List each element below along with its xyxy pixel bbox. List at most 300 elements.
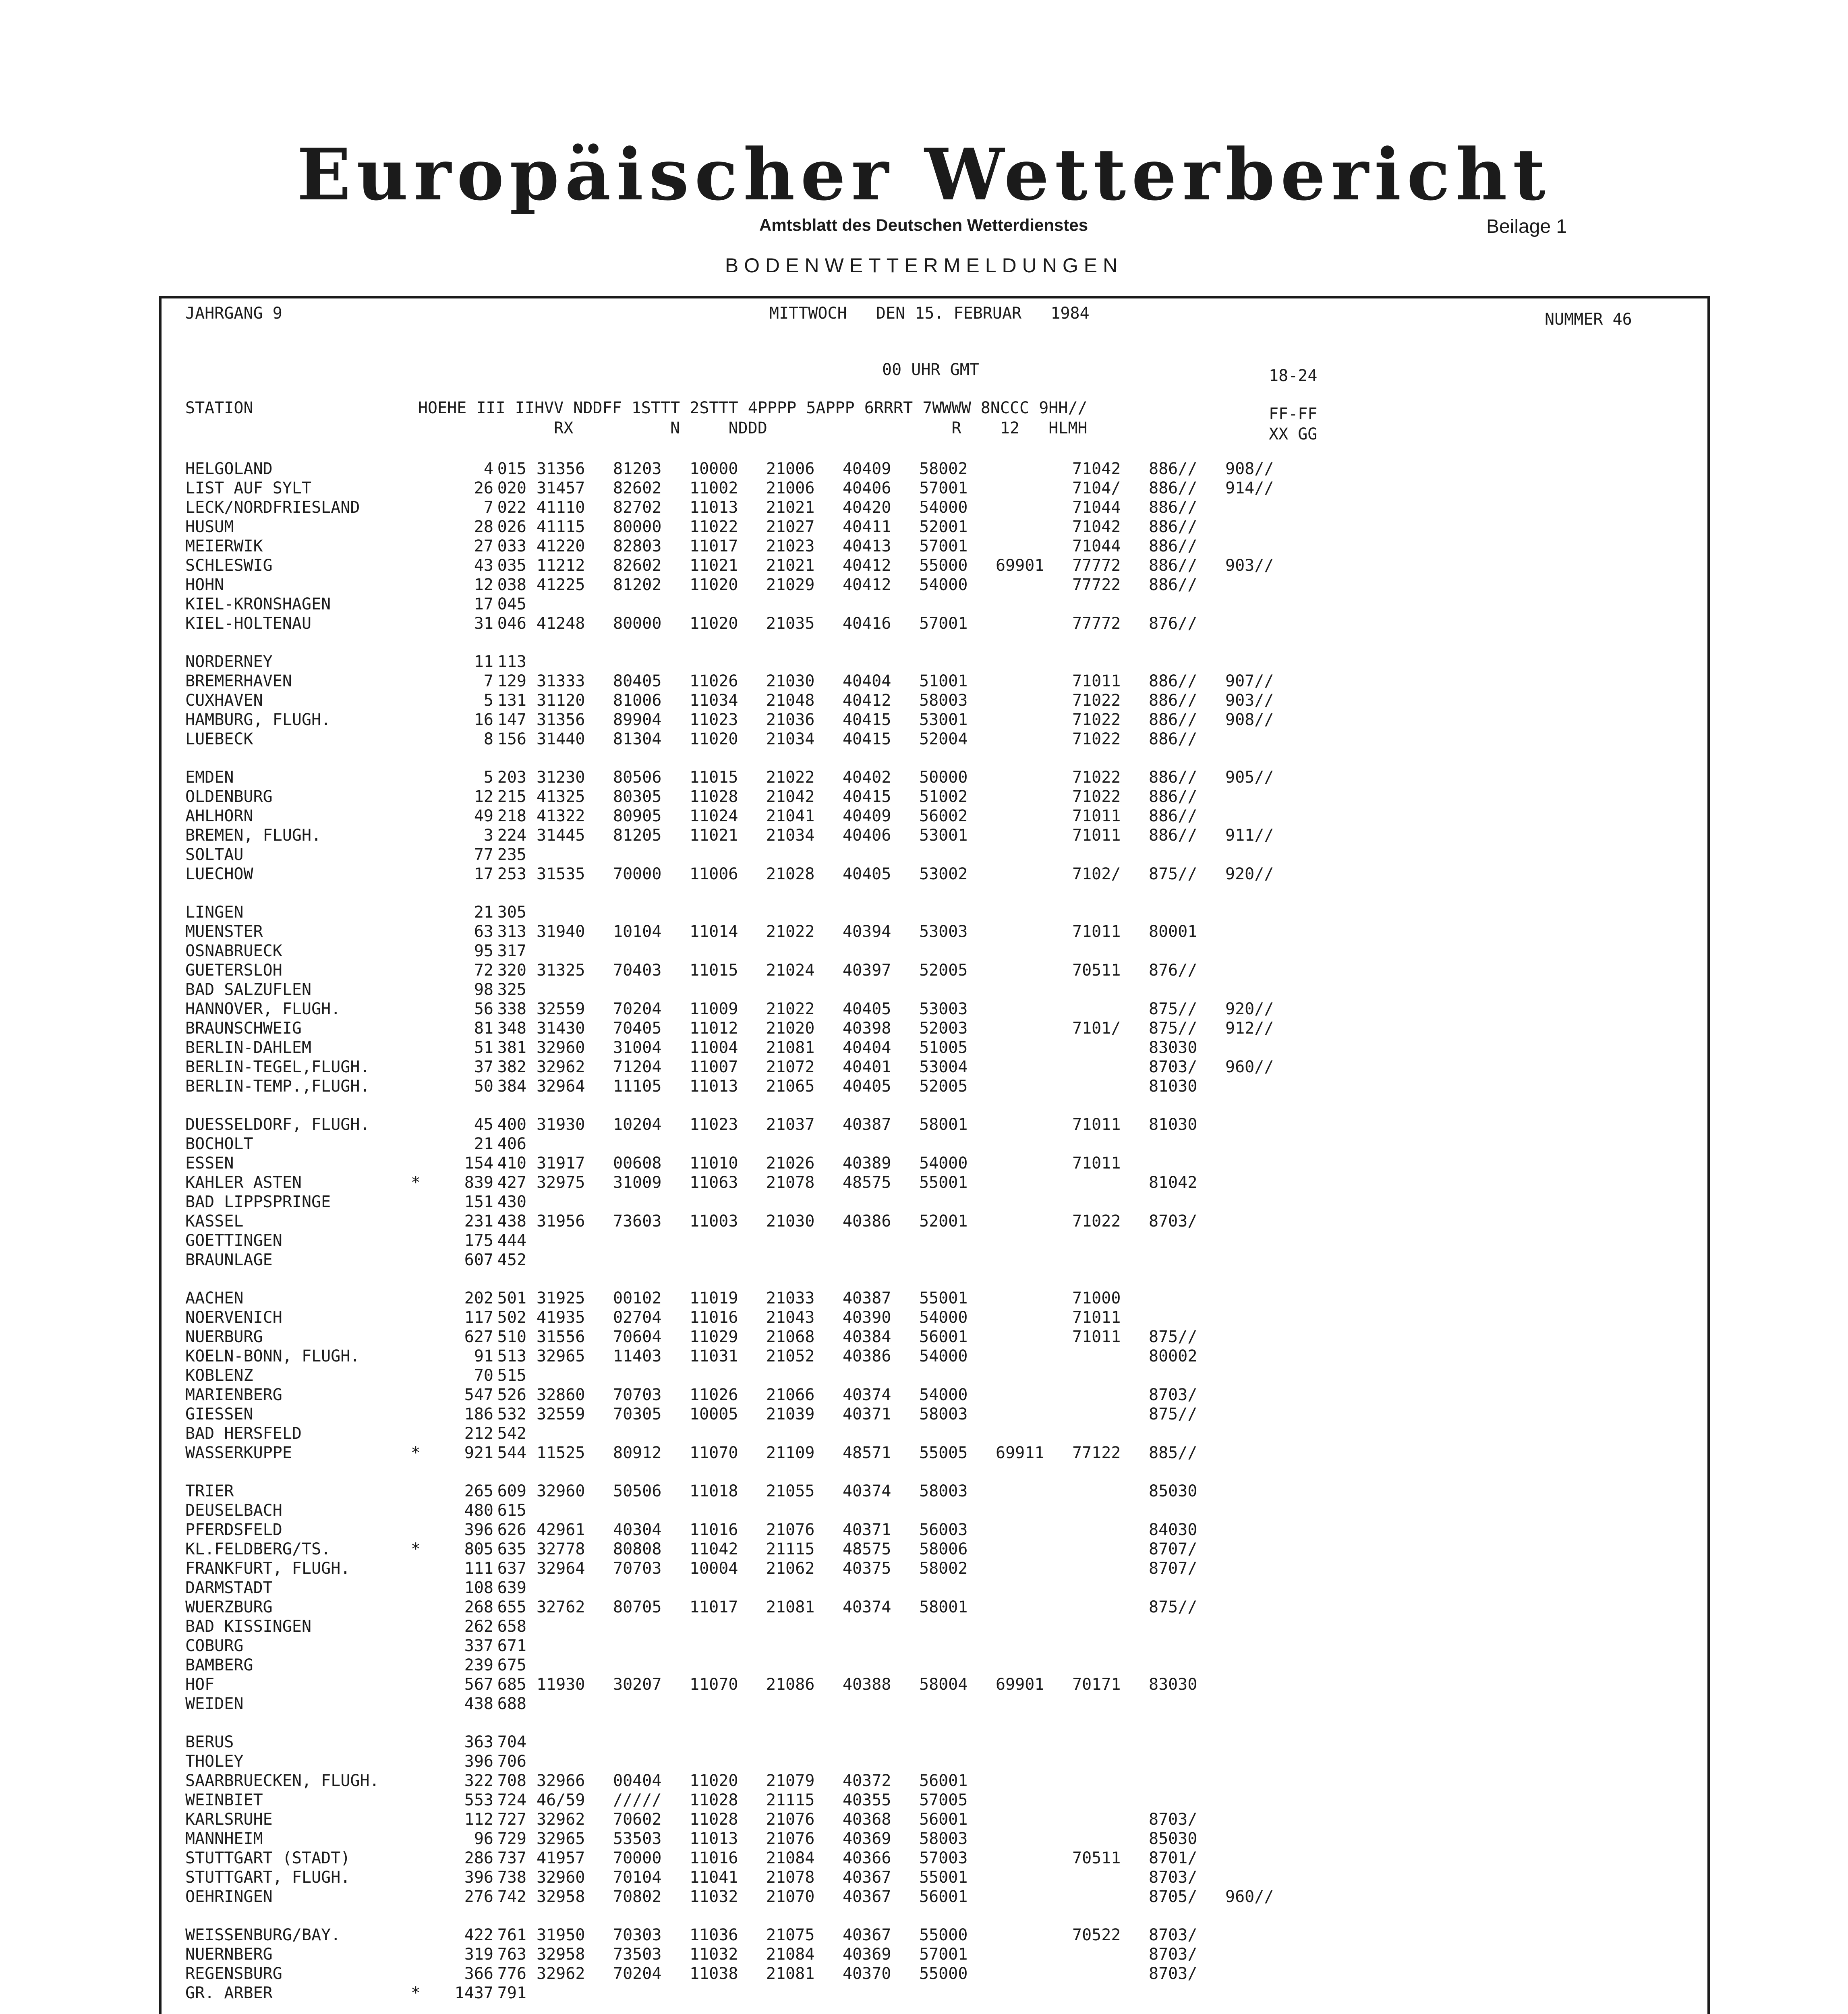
station-height: 567 bbox=[464, 1675, 493, 1694]
mountain-mark bbox=[411, 1598, 443, 1617]
synop-group bbox=[1215, 1289, 1292, 1308]
mountain-mark bbox=[411, 768, 443, 787]
station-index: 639 bbox=[497, 1579, 526, 1597]
synop-group bbox=[909, 1732, 986, 1752]
station-name: KARLSRUHE bbox=[185, 1810, 273, 1829]
station-index: 203 bbox=[497, 768, 526, 787]
group-spacer bbox=[185, 749, 1292, 768]
synop-group: 886// bbox=[1149, 479, 1197, 497]
synop-group: 886// bbox=[1149, 518, 1197, 536]
synop-group: 71011 bbox=[1072, 807, 1121, 825]
mountain-mark bbox=[411, 922, 443, 941]
synop-group: 32962 bbox=[537, 1058, 585, 1076]
station-height: 154 bbox=[464, 1154, 493, 1173]
synop-group bbox=[986, 1752, 1062, 1771]
station-row bbox=[185, 1327, 1292, 1347]
mountain-mark bbox=[411, 1617, 443, 1636]
station-name: AHLHORN bbox=[185, 807, 253, 825]
synop-group bbox=[1215, 1501, 1292, 1520]
synop-group: 32964 bbox=[537, 1559, 585, 1578]
station-height: 422 bbox=[464, 1926, 493, 1944]
synop-group bbox=[1062, 980, 1139, 999]
synop-group: 21076 bbox=[766, 1810, 815, 1829]
station-row bbox=[185, 710, 1292, 729]
synop-group: 52001 bbox=[919, 1212, 968, 1231]
synop-group: 55001 bbox=[919, 1173, 968, 1192]
station-name: CUXHAVEN bbox=[185, 691, 263, 710]
station-name: KASSEL bbox=[185, 1212, 244, 1231]
synop-group: 21041 bbox=[766, 807, 815, 825]
synop-group bbox=[986, 459, 1062, 479]
synop-group bbox=[1215, 1520, 1292, 1540]
synop-group bbox=[756, 1501, 833, 1520]
synop-group: 55001 bbox=[919, 1289, 968, 1307]
synop-group bbox=[526, 1231, 603, 1250]
synop-group bbox=[1139, 1154, 1215, 1173]
station-height: 322 bbox=[464, 1772, 493, 1790]
synop-group: 960// bbox=[1225, 1888, 1274, 1906]
station-name: NOERVENICH bbox=[185, 1308, 282, 1327]
station-row bbox=[185, 806, 1292, 826]
synop-group: 55000 bbox=[919, 1964, 968, 1983]
station-height: 286 bbox=[464, 1849, 493, 1867]
synop-group bbox=[1139, 1134, 1215, 1154]
synop-group bbox=[603, 1752, 680, 1771]
synop-group bbox=[756, 1578, 833, 1598]
synop-group bbox=[986, 1289, 1062, 1308]
synop-group: 11023 bbox=[690, 1115, 738, 1134]
synop-group: 7101/ bbox=[1072, 1019, 1121, 1038]
synop-group: 21062 bbox=[766, 1559, 815, 1578]
synop-group bbox=[986, 1115, 1062, 1134]
mountain-mark bbox=[411, 1192, 443, 1212]
station-height: 49 bbox=[474, 807, 493, 825]
synop-group: 81030 bbox=[1149, 1077, 1197, 1096]
station-row bbox=[185, 1945, 1292, 1964]
station-height: 1437 bbox=[454, 1984, 493, 2002]
station-index: 635 bbox=[497, 1540, 526, 1558]
station-name: OLDENBURG bbox=[185, 787, 273, 806]
synop-group: 11026 bbox=[690, 672, 738, 690]
synop-group bbox=[909, 845, 986, 864]
synop-group: ///// bbox=[613, 1791, 662, 1809]
synop-group bbox=[603, 1134, 680, 1154]
synop-group: 40386 bbox=[843, 1347, 891, 1365]
station-height: 265 bbox=[464, 1482, 493, 1500]
synop-group: 32559 bbox=[537, 1000, 585, 1018]
synop-group: 50000 bbox=[919, 768, 968, 787]
synop-group bbox=[526, 980, 603, 999]
synop-group: 41110 bbox=[537, 498, 585, 517]
station-index: 791 bbox=[497, 1984, 526, 2002]
synop-group bbox=[986, 1925, 1062, 1945]
synop-group bbox=[526, 1732, 603, 1752]
synop-group: 40374 bbox=[843, 1598, 891, 1616]
synop-group bbox=[1215, 1115, 1292, 1134]
synop-group: 82602 bbox=[613, 556, 662, 575]
synop-group: 31457 bbox=[537, 479, 585, 497]
station-name: HELGOLAND bbox=[185, 460, 273, 478]
synop-group bbox=[986, 1887, 1062, 1906]
station-height: 366 bbox=[464, 1964, 493, 1983]
station-index: 313 bbox=[497, 922, 526, 941]
mountain-mark bbox=[411, 614, 443, 633]
synop-group bbox=[909, 1192, 986, 1212]
station-height: 276 bbox=[464, 1888, 493, 1906]
mountain-mark bbox=[411, 787, 443, 806]
mountain-mark bbox=[411, 1520, 443, 1540]
synop-group bbox=[756, 652, 833, 671]
synop-group bbox=[1062, 1250, 1139, 1270]
synop-group: 21115 bbox=[766, 1540, 815, 1558]
synop-group bbox=[1215, 1212, 1292, 1231]
synop-group bbox=[526, 1134, 603, 1154]
synop-group: 876// bbox=[1149, 614, 1197, 633]
synop-group: 11031 bbox=[690, 1347, 738, 1365]
synop-group: 58001 bbox=[919, 1115, 968, 1134]
synop-group bbox=[1215, 1173, 1292, 1192]
synop-group bbox=[833, 941, 909, 961]
synop-group: 31556 bbox=[537, 1328, 585, 1346]
synop-group bbox=[756, 1983, 833, 2003]
synop-group bbox=[680, 845, 756, 864]
synop-group: 21086 bbox=[766, 1675, 815, 1694]
synop-group: 11063 bbox=[690, 1173, 738, 1192]
station-row bbox=[185, 1385, 1292, 1405]
station-index: 742 bbox=[497, 1888, 526, 1906]
synop-group: 70604 bbox=[613, 1328, 662, 1346]
station-index: 147 bbox=[497, 711, 526, 729]
synop-group: 11028 bbox=[690, 1791, 738, 1809]
synop-group bbox=[1139, 1732, 1215, 1752]
mountain-mark bbox=[411, 1829, 443, 1848]
station-height: 31 bbox=[474, 614, 493, 633]
synop-group bbox=[1062, 1559, 1139, 1578]
synop-group: 77772 bbox=[1072, 556, 1121, 575]
synop-group: 21035 bbox=[766, 614, 815, 633]
synop-group: 21022 bbox=[766, 922, 815, 941]
synop-group: 40367 bbox=[843, 1926, 891, 1944]
synop-group: 70303 bbox=[613, 1926, 662, 1944]
station-name: FRANKFURT, FLUGH. bbox=[185, 1559, 350, 1578]
station-height: 921 bbox=[464, 1444, 493, 1462]
station-height: 63 bbox=[474, 922, 493, 941]
synop-group bbox=[1062, 845, 1139, 864]
station-height: 4 bbox=[483, 460, 493, 478]
mountain-mark bbox=[411, 459, 443, 479]
station-index: 688 bbox=[497, 1695, 526, 1713]
synop-group: 21024 bbox=[766, 961, 815, 980]
synop-group: 40386 bbox=[843, 1212, 891, 1231]
synop-group bbox=[986, 1559, 1062, 1578]
synop-group: 21021 bbox=[766, 556, 815, 575]
synop-group: 40405 bbox=[843, 1000, 891, 1018]
station-index: 615 bbox=[497, 1501, 526, 1520]
station-row bbox=[185, 1212, 1292, 1231]
synop-group bbox=[986, 1964, 1062, 1983]
mountain-mark bbox=[411, 1752, 443, 1771]
station-height: 319 bbox=[464, 1945, 493, 1964]
synop-group bbox=[756, 1732, 833, 1752]
station-index: 033 bbox=[497, 537, 526, 555]
synop-group bbox=[986, 787, 1062, 806]
station-name: BRAUNLAGE bbox=[185, 1251, 273, 1269]
synop-group bbox=[526, 1192, 603, 1212]
synop-group: 8703/ bbox=[1149, 1058, 1197, 1076]
synop-group: 11041 bbox=[690, 1868, 738, 1887]
synop-group: 70305 bbox=[613, 1405, 662, 1423]
synop-group bbox=[526, 1501, 603, 1520]
station-row bbox=[185, 1347, 1292, 1366]
mountain-mark bbox=[411, 1771, 443, 1790]
synop-group: 53003 bbox=[919, 922, 968, 941]
station-row bbox=[185, 1790, 1292, 1810]
station-row bbox=[185, 479, 1292, 498]
synop-group bbox=[1139, 980, 1215, 999]
synop-group: 85030 bbox=[1149, 1482, 1197, 1500]
group-spacer bbox=[185, 633, 1292, 652]
synop-group: 11004 bbox=[690, 1038, 738, 1057]
synop-group: 8705/ bbox=[1149, 1888, 1197, 1906]
synop-group bbox=[1062, 1231, 1139, 1250]
station-index: 704 bbox=[497, 1733, 526, 1751]
station-index: 763 bbox=[497, 1945, 526, 1964]
station-index: 671 bbox=[497, 1637, 526, 1655]
synop-group: 11020 bbox=[690, 1772, 738, 1790]
synop-group bbox=[986, 1366, 1062, 1385]
synop-group: 70000 bbox=[613, 1849, 662, 1867]
synop-group: 11015 bbox=[690, 961, 738, 980]
station-height: 27 bbox=[474, 537, 493, 555]
synop-group: 11016 bbox=[690, 1521, 738, 1539]
synop-group bbox=[526, 595, 603, 614]
synop-group: 875// bbox=[1149, 865, 1197, 883]
synop-group: 70602 bbox=[613, 1810, 662, 1829]
synop-group: 11026 bbox=[690, 1386, 738, 1404]
station-height: 186 bbox=[464, 1405, 493, 1423]
synop-group: 21076 bbox=[766, 1521, 815, 1539]
beilage-label: Beilage 1 bbox=[1486, 216, 1567, 237]
synop-group bbox=[833, 1366, 909, 1385]
synop-group bbox=[680, 1366, 756, 1385]
station-name: WEINBIET bbox=[185, 1791, 263, 1809]
synop-group bbox=[526, 845, 603, 864]
synop-group: 885// bbox=[1149, 1444, 1197, 1462]
synop-group bbox=[1062, 1405, 1139, 1424]
synop-group bbox=[1062, 595, 1139, 614]
station-row bbox=[185, 1250, 1292, 1270]
station-row bbox=[185, 1443, 1292, 1463]
synop-group bbox=[526, 1636, 603, 1656]
synop-group bbox=[986, 1481, 1062, 1501]
synop-group bbox=[986, 1790, 1062, 1810]
synop-group bbox=[833, 1617, 909, 1636]
station-name: HAMBURG, FLUGH. bbox=[185, 711, 331, 729]
station-index: 218 bbox=[497, 807, 526, 825]
synop-group bbox=[986, 1636, 1062, 1656]
station-height: 175 bbox=[464, 1231, 493, 1250]
synop-group bbox=[986, 1077, 1062, 1096]
station-index: 406 bbox=[497, 1135, 526, 1153]
station-height: 45 bbox=[474, 1115, 493, 1134]
synop-group: 11014 bbox=[690, 922, 738, 941]
station-row bbox=[185, 1925, 1292, 1945]
synop-group: 41248 bbox=[537, 614, 585, 633]
station-name: GIESSEN bbox=[185, 1405, 253, 1423]
station-index: 235 bbox=[497, 845, 526, 864]
station-row bbox=[185, 787, 1292, 806]
observation-time: 00 UHR GMT bbox=[882, 361, 979, 379]
synop-group bbox=[1215, 1598, 1292, 1617]
synop-group: 50506 bbox=[613, 1482, 662, 1500]
synop-group bbox=[680, 1134, 756, 1154]
synop-group: 52001 bbox=[919, 518, 968, 536]
synop-group bbox=[986, 941, 1062, 961]
synop-group: 11020 bbox=[690, 576, 738, 594]
synop-group: 48575 bbox=[843, 1540, 891, 1558]
synop-group bbox=[1062, 1481, 1139, 1501]
mountain-mark bbox=[411, 1887, 443, 1906]
synop-group: 886// bbox=[1149, 768, 1197, 787]
synop-group bbox=[756, 903, 833, 922]
synop-group bbox=[1215, 1945, 1292, 1964]
station-index: 542 bbox=[497, 1424, 526, 1443]
synop-group bbox=[1215, 1617, 1292, 1636]
synop-group bbox=[756, 1250, 833, 1270]
station-height: 7 bbox=[483, 672, 493, 690]
synop-group: 21036 bbox=[766, 711, 815, 729]
synop-group bbox=[1139, 1771, 1215, 1790]
synop-group: 56001 bbox=[919, 1810, 968, 1829]
synop-group: 32962 bbox=[537, 1964, 585, 1983]
mountain-mark bbox=[411, 1019, 443, 1038]
synop-group: 10204 bbox=[613, 1115, 662, 1134]
synop-group bbox=[1215, 1038, 1292, 1057]
synop-group: 71011 bbox=[1072, 1154, 1121, 1173]
synop-group: 11009 bbox=[690, 1000, 738, 1018]
column-header-line1: STATION HOEHE III IIHVV NDDFF 1STTT 2STTT 4PPPP 5APPP 6RRRT 7WWWW 8NCCC 9HH// bbox=[185, 399, 1088, 417]
synop-group bbox=[603, 1694, 680, 1714]
synop-group: 56002 bbox=[919, 807, 968, 825]
station-index: 381 bbox=[497, 1038, 526, 1057]
synop-group: 21030 bbox=[766, 672, 815, 690]
synop-group: 40390 bbox=[843, 1308, 891, 1327]
synop-group: 55000 bbox=[919, 556, 968, 575]
synop-group: 920// bbox=[1225, 865, 1274, 883]
synop-group: 21065 bbox=[766, 1077, 815, 1096]
synop-group bbox=[833, 1192, 909, 1212]
synop-group: 912// bbox=[1225, 1019, 1274, 1038]
synop-group bbox=[909, 1694, 986, 1714]
synop-group bbox=[603, 1732, 680, 1752]
station-name: DARMSTADT bbox=[185, 1579, 273, 1597]
synop-group bbox=[1215, 1925, 1292, 1945]
synop-group bbox=[986, 517, 1062, 537]
synop-group: 70703 bbox=[613, 1559, 662, 1578]
synop-group bbox=[1215, 1578, 1292, 1598]
synop-group bbox=[833, 1424, 909, 1443]
station-index: 526 bbox=[497, 1386, 526, 1404]
station-name: BAD LIPPSPRINGE bbox=[185, 1193, 331, 1211]
synop-group: 914// bbox=[1225, 479, 1274, 497]
mountain-mark bbox=[411, 864, 443, 884]
synop-group: 11015 bbox=[690, 768, 738, 787]
synop-group: 40412 bbox=[843, 576, 891, 594]
synop-group: 55005 bbox=[919, 1444, 968, 1462]
station-name: BREMERHAVEN bbox=[185, 672, 292, 690]
mountain-mark bbox=[411, 1636, 443, 1656]
synop-group bbox=[680, 941, 756, 961]
synop-group bbox=[1139, 1501, 1215, 1520]
synop-group bbox=[986, 980, 1062, 999]
synop-group bbox=[986, 1578, 1062, 1598]
synop-group bbox=[1215, 1829, 1292, 1848]
synop-group bbox=[756, 1752, 833, 1771]
mountain-mark bbox=[411, 1115, 443, 1134]
synop-group bbox=[756, 1192, 833, 1212]
station-index: 382 bbox=[497, 1058, 526, 1076]
station-row bbox=[185, 595, 1292, 614]
synop-group bbox=[1215, 941, 1292, 961]
station-row bbox=[185, 556, 1292, 575]
station-index: 215 bbox=[497, 787, 526, 806]
station-name: MEIERWIK bbox=[185, 537, 263, 555]
synop-group: 40397 bbox=[843, 961, 891, 980]
station-row bbox=[185, 729, 1292, 749]
synop-group bbox=[603, 1578, 680, 1598]
mountain-mark bbox=[411, 1964, 443, 1983]
station-row bbox=[185, 652, 1292, 671]
synop-group: 11212 bbox=[537, 556, 585, 575]
synop-group: 40387 bbox=[843, 1115, 891, 1134]
synop-group: 911// bbox=[1225, 826, 1274, 845]
synop-group: 41115 bbox=[537, 518, 585, 536]
station-height: 51 bbox=[474, 1038, 493, 1057]
station-index: 131 bbox=[497, 691, 526, 710]
synop-group bbox=[1139, 1192, 1215, 1212]
synop-group bbox=[986, 1617, 1062, 1636]
synop-group: 11028 bbox=[690, 1810, 738, 1829]
synop-group bbox=[833, 1250, 909, 1270]
synop-group: 40304 bbox=[613, 1521, 662, 1539]
synop-group: 11070 bbox=[690, 1444, 738, 1462]
station-name: SAARBRUECKEN, FLUGH. bbox=[185, 1772, 379, 1790]
station-index: 224 bbox=[497, 826, 526, 845]
station-name: BRAUNSCHWEIG bbox=[185, 1019, 302, 1038]
synop-group bbox=[603, 595, 680, 614]
synop-group: 11034 bbox=[690, 691, 738, 710]
synop-group: 53001 bbox=[919, 826, 968, 845]
synop-group: 54000 bbox=[919, 1154, 968, 1173]
synop-group bbox=[1062, 1752, 1139, 1771]
synop-group: 41957 bbox=[537, 1849, 585, 1867]
synop-group: 886// bbox=[1149, 691, 1197, 710]
station-height: 37 bbox=[474, 1058, 493, 1076]
synop-group bbox=[1215, 652, 1292, 671]
synop-group: 70171 bbox=[1072, 1675, 1121, 1694]
synop-group: 53003 bbox=[919, 1000, 968, 1018]
synop-group: 80506 bbox=[613, 768, 662, 787]
synop-group: 71044 bbox=[1072, 498, 1121, 517]
synop-group: 70204 bbox=[613, 1964, 662, 1983]
station-name: DUESSELDORF, FLUGH. bbox=[185, 1115, 370, 1134]
synop-group: 48575 bbox=[843, 1173, 891, 1192]
synop-group: 21027 bbox=[766, 518, 815, 536]
synop-group: 21034 bbox=[766, 826, 815, 845]
synop-group bbox=[1215, 1405, 1292, 1424]
synop-group: 30207 bbox=[613, 1675, 662, 1694]
synop-group: 58004 bbox=[919, 1675, 968, 1694]
